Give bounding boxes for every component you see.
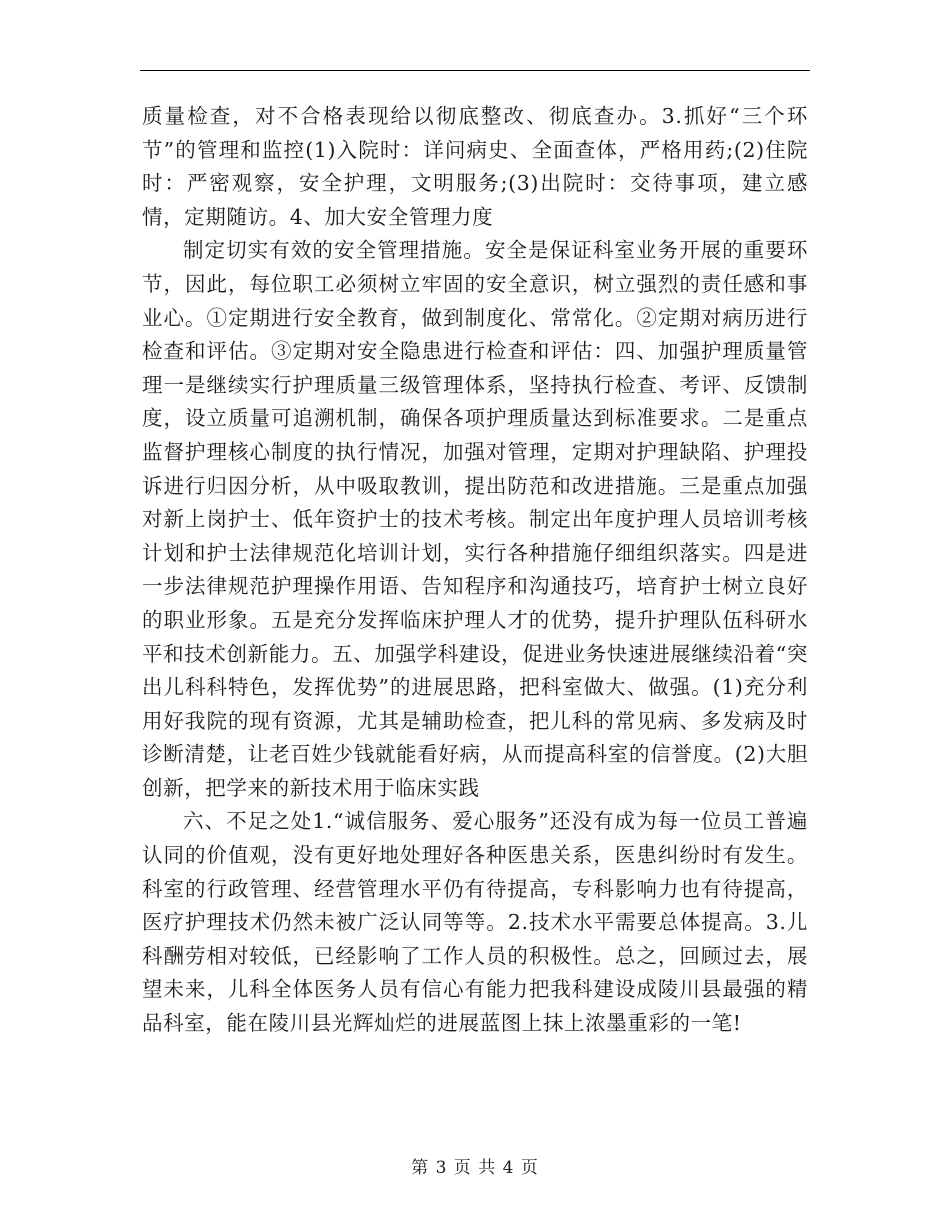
page-number: 第 3 页 共 4 页 bbox=[411, 1158, 539, 1178]
document-body bbox=[142, 100, 808, 1041]
paragraph-2: 制定切实有效的安全管理措施。安全是保证科室业务开展的重要环节，因此，每位职工必须树立牢固的安全意识，树立强烈的责任感和事业心。①定期进行安全教育，做到制度化、常常化。②定期对病历进行检查和评估。③定期对安全隐患进行检查和评估：四、加强护理质量管理一是继续实行护理质量三级管理体系，坚持执行检查、考评、反馈制度，设立质量可追溯机制，确保各项护理质量达到标准要求。二是重点监督护理核心制度的执行情况，加强对管理，定期对护理缺陷、护理投诉进行归因分析，从中吸取教训，提出防范和改进措施。三是重点加强对新上岗护士、低年资护士的技术考核。制定出年度护理人员培训考核计划和护士法律规范化培训计划，实行各种措施仔细组织落实。四是进一步法律规范护理操作用语、告知程序和沟通技巧，培育护士树立良好的职业形象。五是充分发挥临床护理人才的优势，提升护理队伍科研水平和技术创新能力。五、加强学科建设，促进业务快速进展继续沿着“突出儿科科特色，发挥优势”的进展思路，把科室做大、做强。(1)充分利用好我院的现有资源，尤其是辅助检查，把儿科的常见病、多发病及时诊断清楚，让老百姓少钱就能看好病，从而提高科室的信誉度。(2)大胆创新，把学来的新技术用于临床实践 bbox=[142, 238, 808, 800]
paragraph-3: 六、不足之处1.“诚信服务、爱心服务”还没有成为每一位员工普遍认同的价值观，没有更好地处理好各种医患关系，医患纠纷时有发生。科室的行政管理、经营管理水平仍有待提高，专科影响力也有待提高，医疗护理技术仍然未被广泛认同等等。2.技术水平需要总体提高。3.儿科酬劳相对较低，已经影响了工作人员的积极性。总之，回顾过去，展望未来，儿科全体医务人员有信心有能力把我科建设成陵川县最强的精品科室，能在陵川县光辉灿烂的进展蓝图上抹上浓墨重彩的一笔! bbox=[142, 809, 808, 1036]
header-rule bbox=[140, 70, 810, 71]
paragraph-1: 质量检查，对不合格表现给以彻底整改、彻底查办。3.抓好“三个环节”的管理和监控(1)入院时：详问病史、全面查体，严格用药;(2)住院时：严密观察，安全护理，文明服务;(3)出院时：交待事项，建立感情，定期随访。4、加大安全管理力度 bbox=[142, 104, 808, 229]
